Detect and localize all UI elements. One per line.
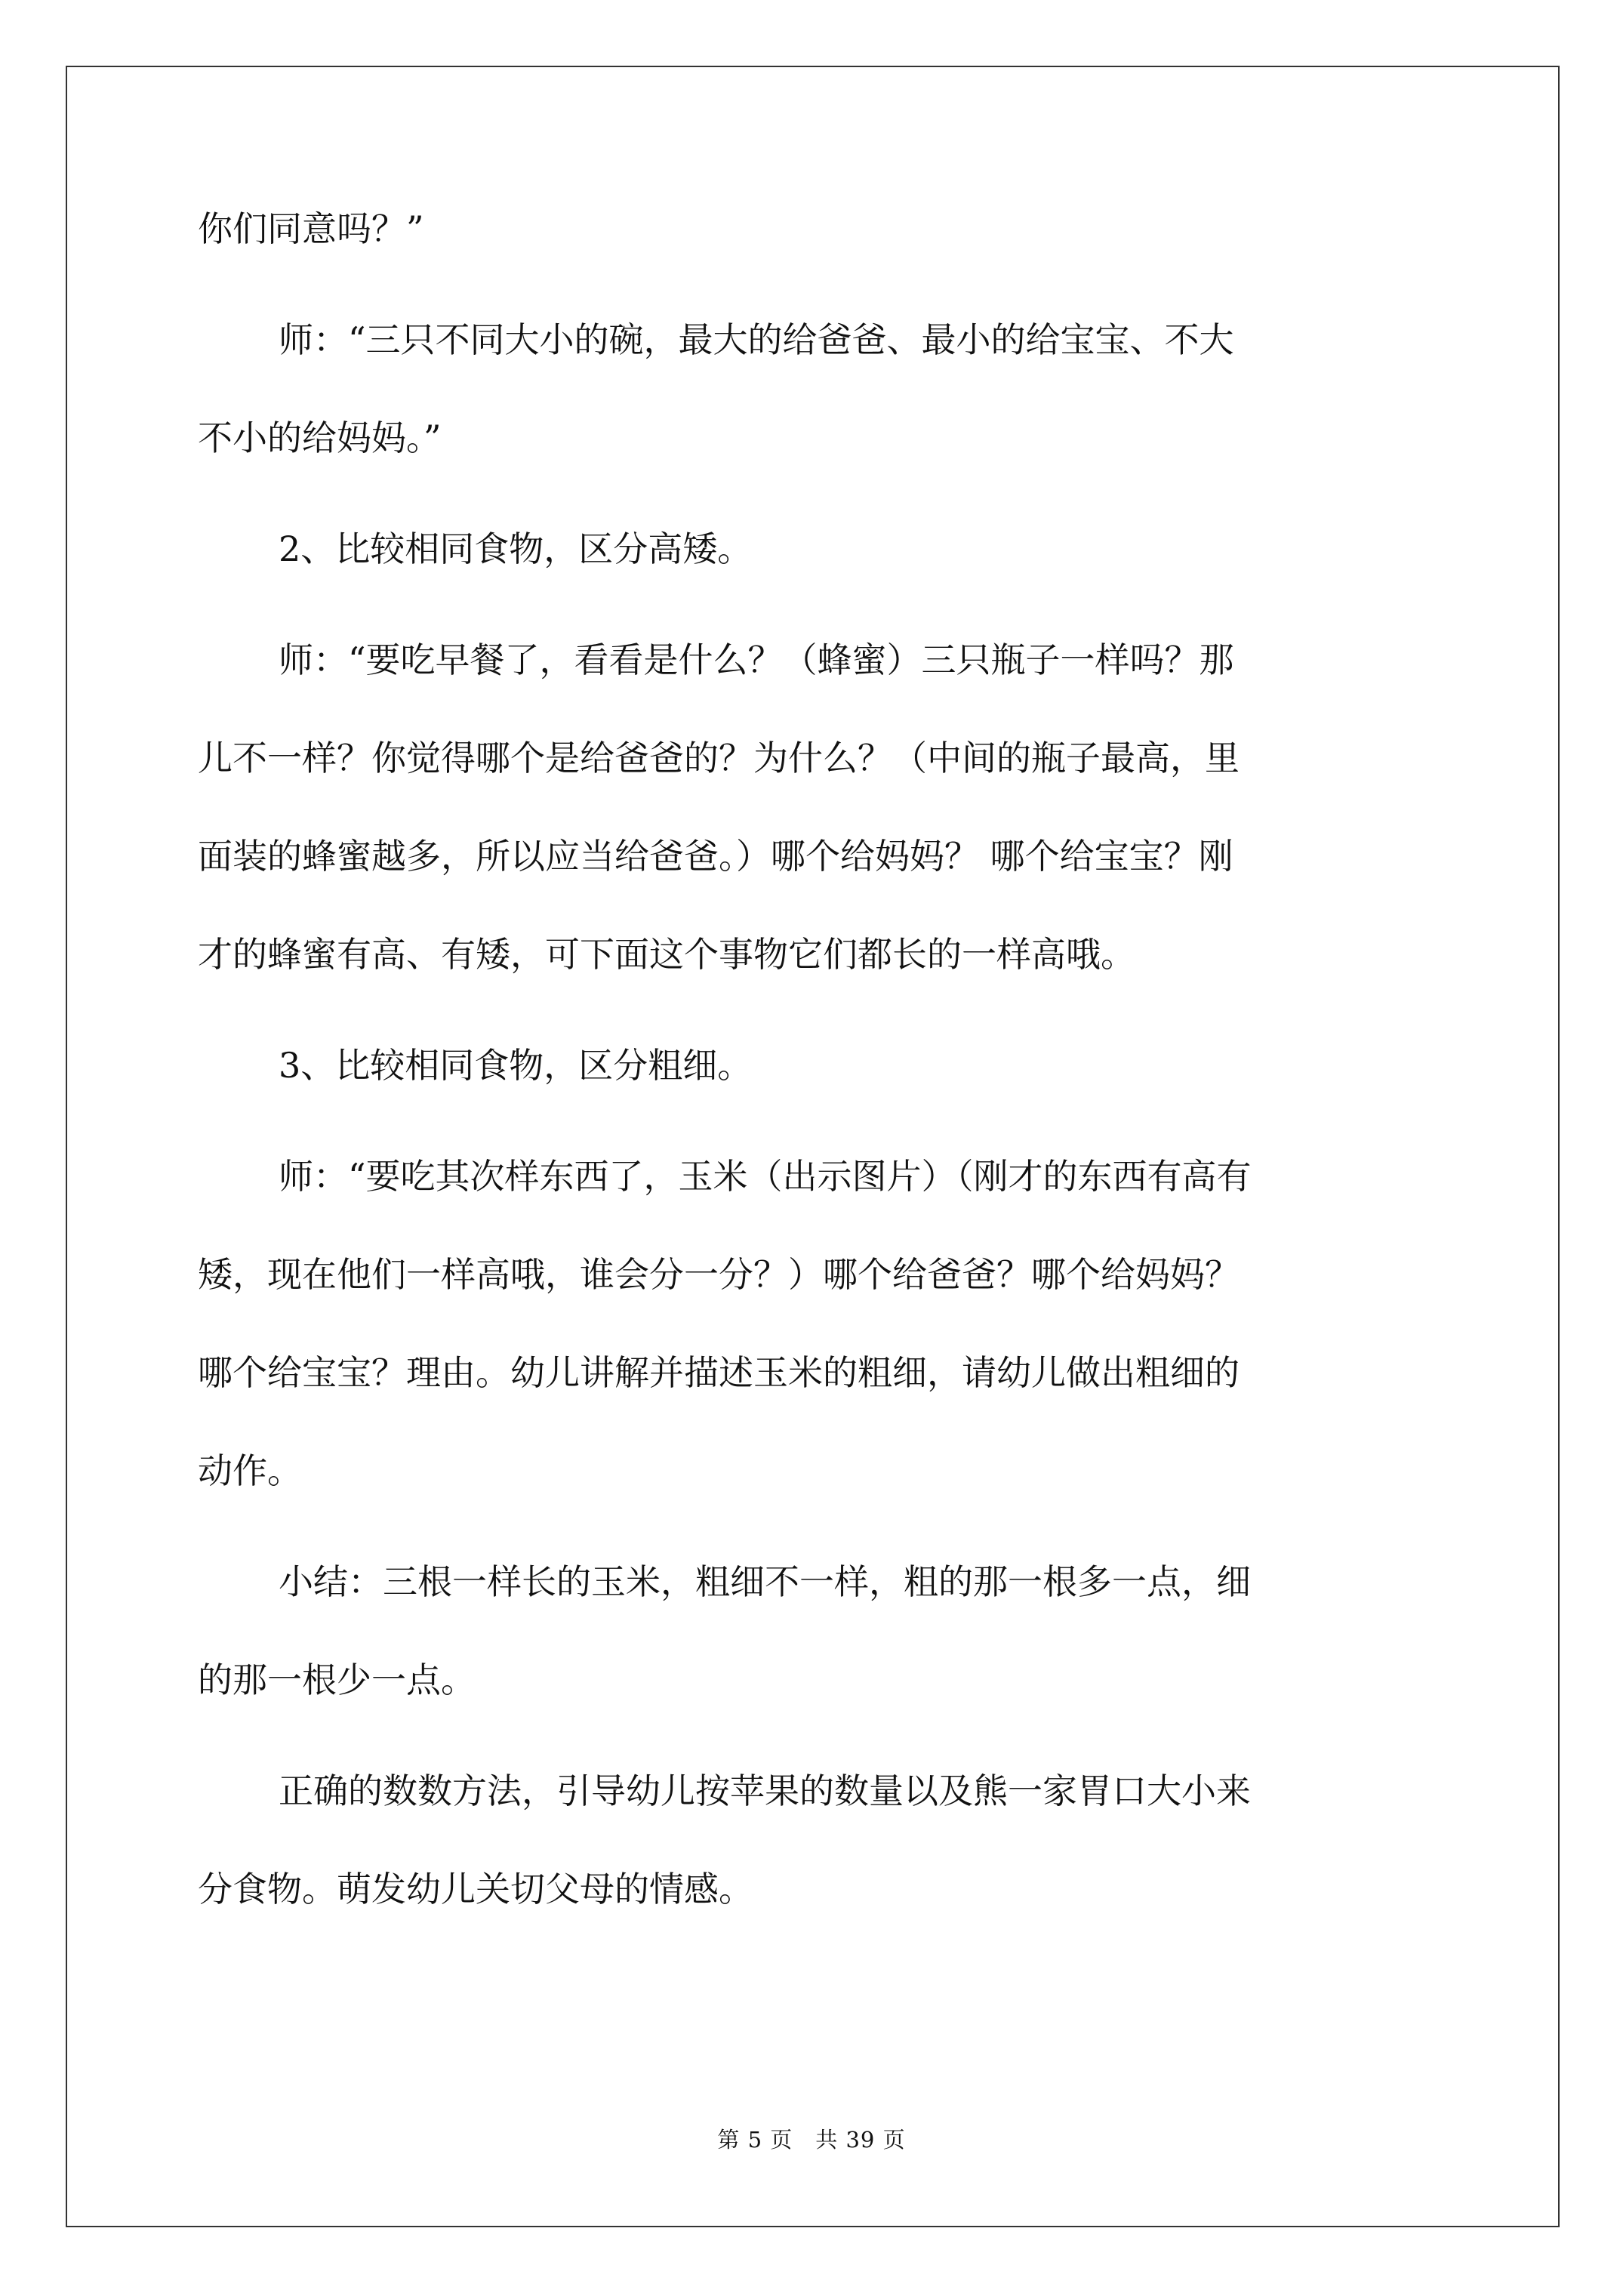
text-line: 面装的蜂蜜越多，所以应当给爸爸。）哪个给妈妈？ 哪个给宝宝？刚 <box>198 837 1233 876</box>
page-number: 第 5 页 共 39 页 <box>717 2127 906 2153</box>
text-line: 儿不一样？你觉得哪个是给爸爸的？为什么？（中间的瓶子最高，里 <box>198 738 1240 778</box>
text-line: 师：“要吃早餐了，看看是什么？（蜂蜜）三只瓶子一样吗？那 <box>279 640 1234 680</box>
text-line: 动作。 <box>198 1451 302 1490</box>
text-line: 你们同意吗？” <box>198 209 424 248</box>
text-line: 正确的数数方法，引导幼儿按苹果的数量以及熊一家胃口大小来 <box>279 1771 1251 1811</box>
text-line: 师：“要吃其次样东西了，玉米（出示图片）（刚才的东西有高有 <box>279 1157 1252 1196</box>
text-line: 师：“三只不同大小的碗，最大的给爸爸、最小的给宝宝、不大 <box>279 320 1234 359</box>
text-line: 分食物。萌发幼儿关切父母的情感。 <box>198 1869 753 1909</box>
text-line: 矮，现在他们一样高哦，谁会分一分？）哪个给爸爸？哪个给妈妈？ <box>198 1255 1240 1294</box>
text-line: 的那一根少一点。 <box>198 1660 476 1700</box>
section-heading: 3、比较相同食物，区分粗细。 <box>279 1046 753 1085</box>
text-line: 不小的给妈妈。” <box>198 418 442 458</box>
section-heading: 2、比较相同食物，区分高矮。 <box>279 529 753 569</box>
text-line: 哪个给宝宝？理由。幼儿讲解并描述玉米的粗细，请幼儿做出粗细的 <box>198 1353 1240 1392</box>
text-line: 才的蜂蜜有高、有矮，可下面这个事物它们都长的一样高哦。 <box>198 935 1135 974</box>
text-line: 小结：三根一样长的玉米，粗细不一样，粗的那一根多一点，细 <box>279 1562 1251 1601</box>
document-body <box>198 209 1428 1909</box>
